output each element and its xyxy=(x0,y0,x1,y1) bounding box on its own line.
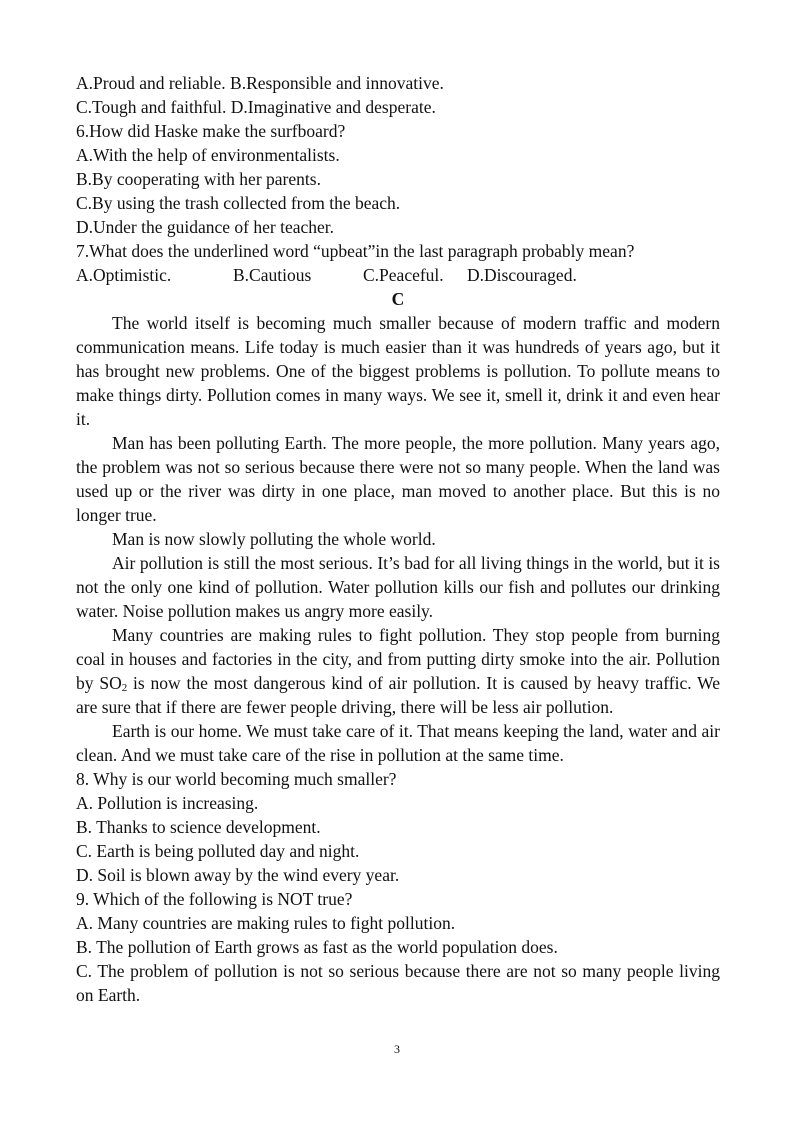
q8-option-b: B. Thanks to science development. xyxy=(76,817,321,837)
passage-paragraph-3: Man is now slowly polluting the whole world. xyxy=(112,529,436,549)
q6-option-d: D.Under the guidance of her teacher. xyxy=(76,217,335,237)
q5-option-line-1: A.Proud and reliable. B.Responsible and innovative. xyxy=(76,73,444,93)
q9-option-a: A. Many countries are making rules to fight pollution. xyxy=(76,913,456,933)
page-content xyxy=(76,71,720,1007)
q6-question: 6.How did Haske make the surfboard? xyxy=(76,121,346,141)
q8-option-c: C. Earth is being polluted day and night. xyxy=(76,841,360,861)
page-number: 3 xyxy=(394,1042,400,1056)
q9-option-b: B. The pollution of Earth grows as fast as the world population does. xyxy=(76,937,558,957)
q8-option-a: A. Pollution is increasing. xyxy=(76,793,259,813)
passage-paragraph-4: Air pollution is still the most serious. It’s bad for all living things in the world, but it is not the only one kind of pollution. Water pollution kills our fish and pollutes our drinking water. Noise pollution makes us angry more easily. xyxy=(76,553,720,621)
passage-paragraph-1: The world itself is becoming much smaller because of modern traffic and modern communication means. Life today is much easier than it was hundreds of years ago, but it has brought new problems. One of the biggest problems is pollution. To pollute means to make things dirty. Pollution comes in many ways. We see it, smell it, drink it and even hear it. xyxy=(76,313,720,429)
q7-option-b: B.Cautious xyxy=(233,265,312,285)
paragraph-5-text-before: Many countries are making rules to fight pollution. They stop people from burning coal in houses and factories in the city, and from putting dirty smoke into the air. Pollution by SO xyxy=(76,625,720,693)
q6-option-a: A.With the help of environmentalists. xyxy=(76,145,340,165)
q6-option-c: C.By using the trash collected from the beach. xyxy=(76,193,401,213)
section-heading: C xyxy=(391,289,405,309)
passage-paragraph-2: Man has been polluting Earth. The more people, the more pollution. Many years ago, the problem was not so serious because there were not so many people. When the land was used up or the river was dirty in one place, man moved to another place. But this is no longer true. xyxy=(76,433,720,525)
q5-option-line-2: C.Tough and faithful. D.Imaginative and desperate. xyxy=(76,97,436,117)
q9-question: 9. Which of the following is NOT true? xyxy=(76,889,353,909)
q7-option-d: D.Discouraged. xyxy=(467,265,577,285)
passage-paragraph-6: Earth is our home. We must take care of it. That means keeping the land, water and air clean. And we must take care of the rise in pollution at the same time. xyxy=(76,721,720,765)
q6-option-b: B.By cooperating with her parents. xyxy=(76,169,321,189)
q8-question: 8. Why is our world becoming much smaller? xyxy=(76,769,397,789)
paragraph-5-text-after: is now the most dangerous kind of air pollution. It is caused by heavy traffic. We are sure that if there are fewer people driving, there will be less air pollution. xyxy=(76,673,720,717)
q7-option-c: C.Peaceful. xyxy=(363,265,444,285)
q9-option-c: C. The problem of pollution is not so serious because there are not so many people living on Earth. xyxy=(76,961,720,1005)
q7-option-a: A.Optimistic. xyxy=(76,265,172,285)
q7-question: 7.What does the underlined word “upbeat”in the last paragraph probably mean? xyxy=(76,241,635,261)
passage-paragraph-5 xyxy=(76,623,720,719)
so2-subscript: 2 xyxy=(121,682,128,694)
q8-option-d: D. Soil is blown away by the wind every year. xyxy=(76,865,400,885)
q7-options xyxy=(76,263,720,287)
